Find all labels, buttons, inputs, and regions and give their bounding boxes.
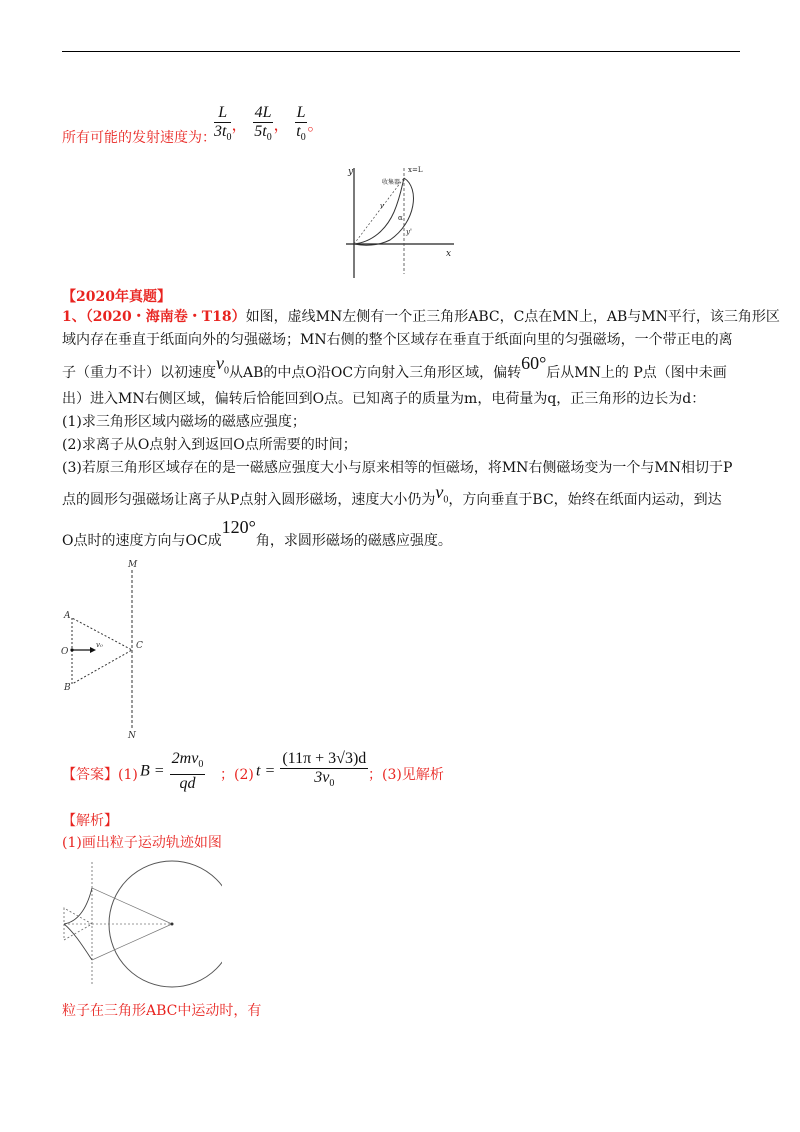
arc-small-bottom: [64, 924, 92, 960]
answer-eq-1: [140, 750, 205, 793]
radius-top: [92, 888, 172, 924]
fraction-3-num: L: [296, 104, 306, 121]
label-a: A: [64, 611, 71, 621]
collector-label: 收集器: [382, 179, 401, 186]
x-label: x: [446, 249, 452, 259]
answer-part-3: (3)见解析: [382, 767, 444, 783]
label-o: O: [61, 647, 69, 657]
fraction-3: [295, 104, 308, 147]
radius-bottom: [92, 924, 172, 960]
xl-label: x=L: [408, 166, 423, 174]
v0-symbol-2: $v_0$: [435, 482, 449, 506]
angle-60: 60°: [521, 353, 547, 373]
answer-sep-2: ；: [368, 767, 382, 783]
speed-values: [214, 104, 324, 147]
y2-label: y': [406, 228, 412, 236]
trajectory-2: [354, 178, 413, 245]
chord: [354, 178, 404, 244]
point-o: [70, 648, 73, 651]
eq1-fraction: [170, 750, 206, 793]
answer-part-1: (1): [118, 767, 138, 783]
eq1-den: qd: [179, 775, 196, 793]
fraction-1-num: L: [214, 104, 231, 123]
label-m: M: [128, 560, 138, 570]
figure-triangle: [56, 556, 166, 740]
question-3-text-c: ，方向垂直于BC，始终在纸面内运动，到达: [448, 492, 722, 508]
answer-line-mid: [220, 764, 254, 786]
answer-label: 【答案】: [62, 767, 118, 783]
sep-1: ，: [231, 115, 248, 135]
question-1: (1)求三角形区域内磁场的磁感应强度；: [62, 414, 306, 430]
fraction-2: [253, 104, 274, 147]
fraction-3-den: $t_0$: [296, 123, 306, 144]
figure-trajectory-1: [342, 162, 462, 278]
circle-center: [171, 923, 174, 926]
end-mark: 。: [307, 115, 324, 135]
eq2-fraction: [280, 750, 368, 793]
answer-part-2: (2): [234, 767, 254, 783]
analysis-label: 【解析】: [62, 813, 118, 829]
problem-text-1: 如图，虚线MN左侧有一个正三角形ABC，C点在MN上，AB与MN平行，该三角形区: [245, 309, 780, 325]
speeds-prefix: 所有可能的发射速度为：: [62, 130, 216, 146]
section-heading: 【2020年真题】: [62, 289, 171, 305]
figure-trajectory-circle: [56, 856, 222, 992]
answer-sep-1: ；: [220, 767, 234, 783]
problem-line-2: 域内存在垂直于纸面向外的匀强磁场；MN右侧的整个区域存在垂直于纸面向里的匀强磁场，一个带正电的离: [62, 332, 733, 348]
problem-text-3b: 从AB的中点O沿OC方向射入三角形区域，偏转: [229, 365, 522, 381]
label-b: B: [64, 683, 71, 693]
label-v0: v₀: [96, 641, 103, 649]
problem-number: 1、: [62, 309, 86, 325]
problem-source: （2020・海南卷・T18）: [85, 309, 246, 325]
header-rule: [62, 51, 740, 52]
eq1-lhs: B =: [140, 762, 165, 780]
answer-eq-2: [256, 750, 368, 793]
label-c: C: [136, 641, 143, 651]
triangle-abc: [72, 618, 132, 684]
analysis-line-2: 粒子在三角形ABC中运动时，有: [62, 1003, 262, 1019]
problem-line-3: [62, 353, 727, 391]
angle-label: α: [398, 214, 403, 222]
problem-text-3c: 后从MN上的 P点（图中未画: [546, 365, 727, 381]
label-n: N: [128, 731, 136, 740]
eq2-lhs: t =: [256, 762, 276, 780]
fraction-2-den: $5t_0$: [254, 123, 272, 144]
problem-line-4: 出）进入MN右侧区域，偏转后恰能回到O点。已知离子的质量为m，电荷量为q，正三角形的边长为d：: [62, 391, 706, 407]
question-3-text-b: 点的圆形匀强磁场让离子从P点射入圆形磁场，速度大小仍为: [62, 492, 436, 508]
v-label: v: [380, 202, 384, 210]
arc-small-top: [64, 888, 92, 924]
problem-line-1: [62, 306, 780, 328]
question-3-line-3: [62, 517, 452, 552]
fraction-2-num: 4L: [254, 104, 272, 121]
answer-line: [62, 764, 138, 786]
eq2-den: $3v_0$: [314, 769, 335, 790]
analysis-line-1: (1)画出粒子运动轨迹如图: [62, 835, 222, 851]
fraction-1-den: $3t_0$: [214, 123, 232, 144]
question-3-line-2: [62, 482, 722, 518]
answer-line-end: [368, 764, 444, 786]
question-3-text-d: O点时的速度方向与OC成: [62, 533, 222, 549]
question-2: (2)求离子从O点射入到返回O点所需要的时间；: [62, 437, 357, 453]
y-label: y: [348, 167, 354, 177]
question-3-line-1: (3)若原三角形区域存在的是一磁感应强度大小与原来相等的恒磁场，将MN右侧磁场变为一个与MN相切于P: [62, 460, 733, 476]
v0-symbol: $v_0$: [216, 353, 229, 377]
eq2-num: (11π + 3√3)d: [282, 750, 367, 767]
question-3-text-e: 角，求圆形磁场的磁感应强度。: [255, 533, 452, 549]
fraction-1: [214, 104, 231, 147]
sep-2: ，: [273, 115, 290, 135]
angle-120: 120°: [221, 517, 256, 537]
problem-text-3a: 子（重力不计）以初速度: [62, 365, 216, 381]
eq1-num: $2mv_0$: [170, 750, 206, 775]
speeds-line: [62, 127, 216, 149]
